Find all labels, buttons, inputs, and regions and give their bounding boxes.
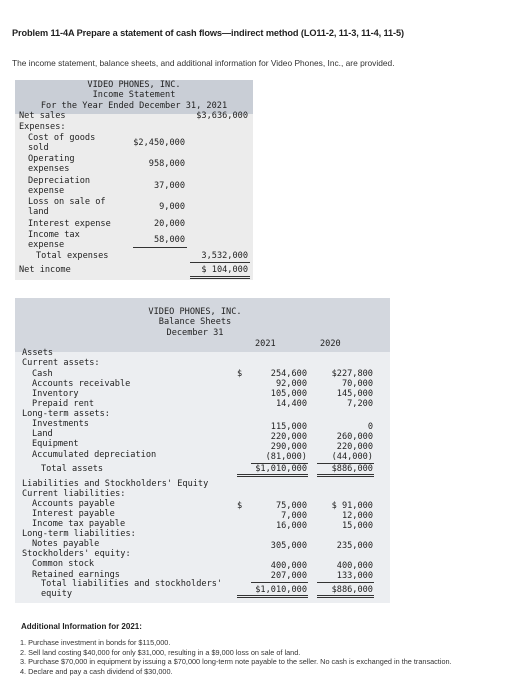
longterm-assets-heading: Long-term assets: [22, 409, 110, 419]
total-le-double-underline-2020 [317, 595, 374, 598]
current-liabilities-heading: Current liabilities: [22, 489, 126, 499]
cogs-label-1: Cost of goods [28, 133, 96, 143]
row-2020-value: 235,000 [336, 541, 373, 551]
row-label: Accounts receivable [32, 379, 131, 389]
row-label: Interest payable [32, 509, 115, 519]
loss-label-1: Loss on sale of [28, 197, 106, 207]
total-assets-2020: $886,000 [331, 464, 373, 474]
row-2020-value: 145,000 [336, 389, 373, 399]
cash-dollar-sign: $ [237, 369, 243, 379]
row-2020-value: 0 [367, 422, 373, 432]
problem-intro: The income statement, balance sheets, and additional information for Video Phones, Inc., are provided. [12, 58, 395, 68]
income-statement [15, 80, 253, 280]
row-label: Accounts payable [32, 499, 115, 509]
row-label: Notes payable [32, 539, 100, 549]
list-item: 1. Purchase investment in bonds for $115,000. [20, 638, 171, 647]
income-period: For the Year Ended December 31, 2021 [40, 101, 228, 111]
row-2021-value: 7,000 [281, 511, 307, 521]
total-le-label-2: equity [41, 589, 73, 599]
additional-info-list [20, 638, 505, 676]
total-le-2021: $1,010,000 [255, 585, 307, 595]
stockholders-equity-heading: Stockholders' equity: [22, 549, 131, 559]
row-label: Cash [32, 369, 53, 379]
balance-statement-name: Balance Sheets [158, 317, 232, 327]
row-2021-value: 207,000 [270, 571, 307, 581]
balance-company: VIDEO PHONES, INC. [148, 307, 242, 317]
income-company: VIDEO PHONES, INC. [87, 80, 181, 90]
row-2020-value: $ 91,000 [331, 501, 373, 511]
row-2021-value: 92,000 [275, 379, 307, 389]
ap-dollar-sign: $ [237, 501, 243, 511]
row-2021-value: 16,000 [275, 521, 307, 531]
row-2020-value: 70,000 [341, 379, 373, 389]
net-income-label: Net income [19, 265, 71, 275]
row-label: Inventory [32, 389, 79, 399]
row-2020-value: 133,000 [336, 571, 373, 581]
row-2021-value: 254,600 [270, 369, 307, 379]
list-item: 4. Declare and pay a cash dividend of $30,000. [20, 666, 173, 676]
net-income-double-underline [190, 276, 250, 279]
re-underline-2021 [251, 582, 308, 583]
cogs-value: $2,450,000 [133, 138, 185, 148]
opex-value: 958,000 [148, 159, 185, 169]
total-assets-double-underline-2021 [237, 474, 308, 477]
net-income-value: $ 104,000 [201, 265, 248, 275]
total-assets-2021: $1,010,000 [255, 464, 307, 474]
income-tax-label-2: expense [28, 240, 65, 250]
row-label: Land [32, 429, 53, 439]
list-item: 2. Sell land costing $40,000 for only $31,000, resulting in a $9,000 loss on sale of land. [20, 647, 301, 657]
total-le-double-underline-2021 [237, 595, 308, 598]
loss-value: 9,000 [159, 202, 185, 212]
row-2021-value: 290,000 [270, 442, 307, 452]
total-assets-double-underline-2020 [317, 474, 374, 477]
balance-date: December 31 [166, 328, 224, 338]
row-2021-value: 220,000 [270, 432, 307, 442]
row-2021-value: 305,000 [270, 541, 307, 551]
assets-heading: Assets [22, 348, 54, 358]
row-2021-value: 115,000 [270, 422, 307, 432]
cogs-label-2: sold [28, 143, 49, 153]
opex-label-1: Operating [28, 154, 75, 164]
row-2020-value: $227,800 [331, 369, 373, 379]
column-2020: 2020 [320, 339, 341, 349]
depreciation-label-1: Depreciation [28, 176, 91, 186]
row-label: Equipment [32, 439, 79, 449]
re-underline-2020 [317, 582, 374, 583]
row-2021-value: 400,000 [270, 561, 307, 571]
income-tax-label-1: Income tax [28, 230, 80, 240]
total-expenses-label: Total expenses [36, 251, 109, 261]
row-label: Prepaid rent [32, 399, 95, 409]
opex-label-2: expenses [28, 164, 70, 174]
depreciation-value: 37,000 [153, 181, 185, 191]
column-2021: 2021 [255, 339, 276, 349]
row-2020-value: 400,000 [336, 561, 373, 571]
total-le-label-1: Total liabilities and stockholders' [41, 579, 223, 589]
row-2021-value: (81,000) [265, 452, 307, 462]
income-tax-value: 58,000 [153, 235, 185, 245]
expenses-underline [133, 247, 187, 248]
row-2020-value: 7,200 [347, 399, 373, 409]
row-label: Retained earnings [32, 570, 120, 580]
net-sales-label: Net sales [19, 111, 66, 121]
row-label: Accumulated depreciation [32, 450, 157, 460]
row-2020-value: 260,000 [336, 432, 373, 442]
total-le-2020: $886,000 [331, 585, 373, 595]
row-2020-value: (44,000) [331, 452, 373, 462]
liabilities-equity-heading: Liabilities and Stockholders' Equity [22, 479, 209, 489]
row-label: Common stock [32, 559, 95, 569]
longterm-liabilities-heading: Long-term liabilities: [22, 529, 136, 539]
total-expenses-underline [190, 262, 250, 263]
row-label: Investments [32, 419, 89, 429]
expenses-label: Expenses: [19, 122, 66, 132]
list-item: 3. Purchase $70,000 in equipment by issuing a $70,000 long-term note payable to the seller. No cash is exchanged in the transaction. [20, 657, 452, 667]
row-2021-value: 75,000 [275, 501, 307, 511]
total-assets-label: Total assets [41, 464, 104, 474]
income-statement-name: Income Statement [92, 90, 176, 100]
total-expenses-value: 3,532,000 [201, 251, 248, 261]
row-label: Income tax payable [32, 519, 126, 529]
problem-title: Problem 11-4A Prepare a statement of cash flows—indirect method (LO11-2, 11-3, 11-4, 11-5) [12, 28, 404, 38]
row-2020-value: 12,000 [341, 511, 373, 521]
additional-info-title: Additional Information for 2021: [21, 622, 142, 631]
loss-label-2: land [28, 207, 49, 217]
interest-expense-value: 20,000 [153, 219, 185, 229]
row-2021-value: 14,400 [275, 399, 307, 409]
net-sales-value: $3,636,000 [196, 111, 248, 121]
row-2020-value: 220,000 [336, 442, 373, 452]
row-2021-value: 105,000 [270, 389, 307, 399]
depreciation-label-2: expense [28, 186, 65, 196]
balance-sheet [15, 298, 390, 603]
row-2020-value: 15,000 [341, 521, 373, 531]
interest-expense-label: Interest expense [28, 219, 111, 229]
current-assets-heading: Current assets: [22, 358, 100, 368]
